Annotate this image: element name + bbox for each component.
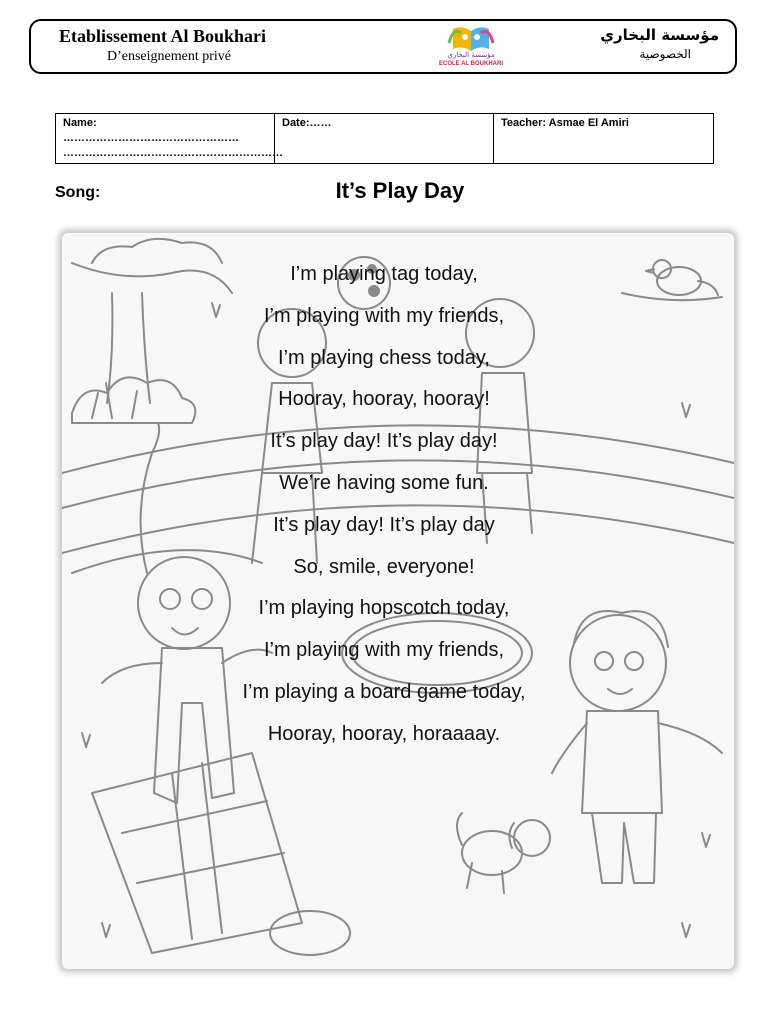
school-name-ar: مؤسسة البخاري (600, 26, 719, 44)
lyric-line: I’m playing tag today, (290, 263, 478, 285)
lyric-line: Hooray, hooray, horaaaay. (267, 722, 501, 745)
lyric-line: I’m playing hopscotch today, (258, 597, 510, 620)
song-title: It’s Play Day (335, 178, 465, 203)
song-label: Song: (55, 184, 101, 201)
lyric-line: We’re having some fun. (279, 471, 489, 494)
logo-text-ar: مؤسسة البخاري (447, 51, 495, 59)
song-lyrics (62, 254, 706, 756)
school-logo-book-icon (431, 23, 511, 53)
teacher-cell (494, 114, 714, 164)
student-info-table (55, 113, 714, 164)
lyric-line: I’m playing a board game today, (242, 680, 526, 703)
date-label: Date:…… (282, 117, 332, 129)
dog-icon (457, 813, 550, 893)
name-label: Name: ………………………………………… (63, 117, 239, 144)
name-cell[interactable] (56, 114, 283, 164)
lyric-line: I’m playing with my friends, (263, 304, 505, 327)
lyric-line: I’m playing chess today, (278, 346, 490, 369)
school-logo (431, 23, 511, 71)
lyric-line: I’m playing with my friends, (263, 639, 505, 662)
logo-text-en: ECOLE AL BOUKHARI (438, 61, 503, 67)
teacher-label: Teacher: Asmae El Amiri (501, 117, 629, 129)
school-subtitle-en: D’enseignement privé (107, 49, 232, 64)
school-subtitle-ar: الخصوصية (639, 47, 691, 61)
header-box (29, 19, 737, 74)
name-label-continuation: …………………………………………………… (63, 147, 283, 159)
lyric-line: It’s play day! It’s play day (273, 513, 495, 536)
lyric-line: It’s play day! It’s play day! (270, 430, 498, 453)
lyric-line: Hooray, hooray, hooray! (278, 388, 490, 411)
school-name-en: Etablissement Al Boukhari (59, 26, 267, 46)
date-cell[interactable] (275, 114, 494, 164)
lyric-line: So, smile, everyone! (293, 555, 475, 578)
